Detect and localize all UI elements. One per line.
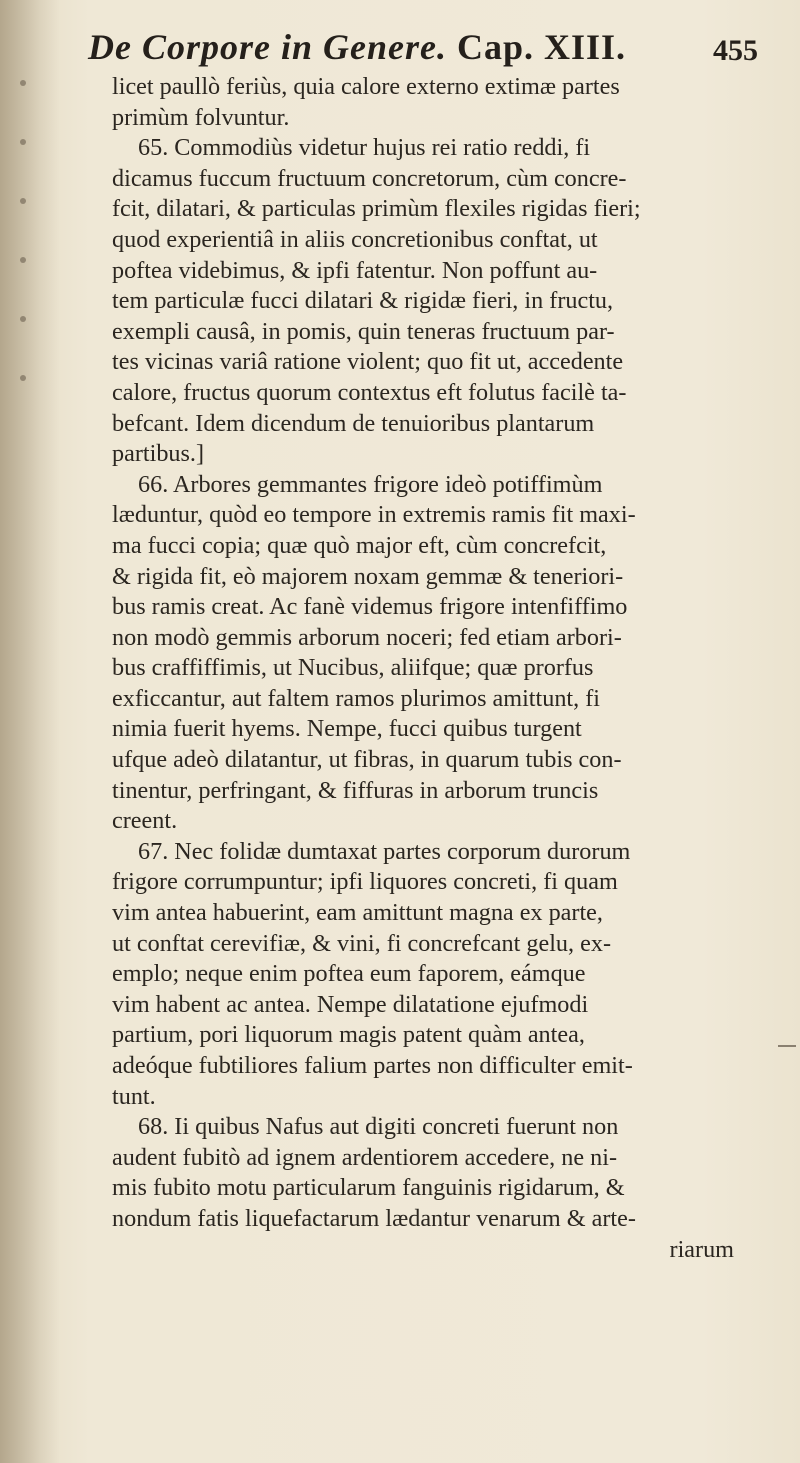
text-line: audent fubitò ad ignem ardentiorem accedere, ne ni-: [112, 1143, 618, 1171]
margin-mark: [20, 139, 26, 145]
running-head: [88, 26, 626, 68]
right-margin-dash: [778, 1045, 796, 1047]
running-head-title: De Corpore in Genere.: [88, 27, 447, 67]
text-line: riarum: [669, 1235, 734, 1263]
text-line: fcit, dilatari, & particulas primùm flexiles rigidas fieri;: [112, 195, 641, 223]
text-line: tes vicinas variâ ratione violent; quo fit ut, accedente: [112, 348, 624, 376]
text-line: emplo; neque enim poftea eum faporem, eámque: [112, 960, 586, 988]
text-line: bus craffiffimis, ut Nucibus, aliifque; quæ prorfus: [112, 654, 594, 682]
text-line: exempli causâ, in pomis, quin teneras fructuum par-: [112, 317, 615, 345]
margin-mark: [20, 375, 26, 381]
text-line: tem particulæ fucci dilatari & rigidæ fieri, in fructu,: [112, 287, 614, 315]
text-line: poftea videbimus, & ipfi fatentur. Non poffunt au-: [112, 256, 598, 284]
text-line: primùm folvuntur.: [112, 103, 290, 131]
left-margin-marks: [20, 80, 50, 434]
text-line: frigore corrumpuntur; ipfi liquores concreti, fi quam: [112, 868, 618, 896]
text-line: nondum fatis liquefactarum lædantur venarum & arte-: [112, 1204, 636, 1232]
text-line: tinentur, perfringant, & fiffuras in arborum truncis: [112, 776, 599, 804]
text-line: calore, fructus quorum contextus eft folutus facilè ta-: [112, 378, 627, 406]
text-line: 67. Nec folidæ dumtaxat partes corporum durorum: [138, 837, 631, 865]
text-line: 66. Arbores gemmantes frigore ideò potiffimùm: [138, 470, 603, 498]
text-line: læduntur, quòd eo tempore in extremis ramis fit maxi-: [112, 501, 636, 529]
text-line: nimia fuerit hyems. Nempe, fucci quibus turgent: [112, 715, 582, 743]
running-head-chapter: Cap. XIII.: [456, 27, 627, 67]
text-line: befcant. Idem dicendum de tenuioribus plantarum: [112, 409, 595, 437]
text-line: creent.: [112, 807, 178, 835]
text-line: ut conftat cerevifiæ, & vini, fi concrefcant gelu, ex-: [112, 929, 611, 957]
text-line: exficcantur, aut faltem ramos plurimos amittunt, fi: [112, 684, 601, 712]
text-line: 65. Commodiùs videtur hujus rei ratio reddi, fi: [138, 134, 591, 162]
text-line: licet paullò feriùs, quia calore externo extimæ partes: [112, 73, 620, 100]
page-number: 455: [713, 34, 758, 67]
margin-mark: [20, 316, 26, 322]
text-line: ma fucci copia; quæ quò major eft, cùm concrefcit,: [112, 531, 607, 559]
text-line: non modò gemmis arborum noceri; fed etiam arbori-: [112, 623, 622, 651]
text-line: adeóque fubtiliores falium partes non difficulter emit-: [112, 1052, 633, 1079]
text-line: bus ramis creat. Ac fanè videmus frigore intenfiffimo: [112, 593, 628, 621]
text-line: 68. Ii quibus Nafus aut digiti concreti fuerunt non: [138, 1113, 619, 1141]
running-header: [88, 6, 758, 68]
margin-mark: [20, 80, 26, 86]
text-line: mis fubito motu particularum fanguinis rigidarum, &: [112, 1174, 625, 1202]
text-line: quod experientiâ in aliis concretionibus conftat, ut: [112, 225, 598, 253]
body-text: [112, 72, 774, 1265]
margin-mark: [20, 257, 26, 263]
text-line: partibus.]: [112, 440, 205, 468]
margin-mark: [20, 198, 26, 204]
text-line: vim habent ac antea. Nempe dilatatione ejufmodi: [112, 990, 589, 1018]
text-line: & rigida fit, eò majorem noxam gemmæ & teneriori-: [112, 562, 624, 590]
text-line: tunt.: [112, 1082, 156, 1110]
text-line: vim antea habuerint, eam amittunt magna ex parte,: [112, 899, 603, 927]
text-line: dicamus fuccum fructuum concretorum, cùm concre-: [112, 164, 627, 192]
text-line: ufque adeò dilatantur, ut fibras, in quarum tubis con-: [112, 746, 622, 774]
text-line: partium, pori liquorum magis patent quàm antea,: [112, 1021, 585, 1049]
